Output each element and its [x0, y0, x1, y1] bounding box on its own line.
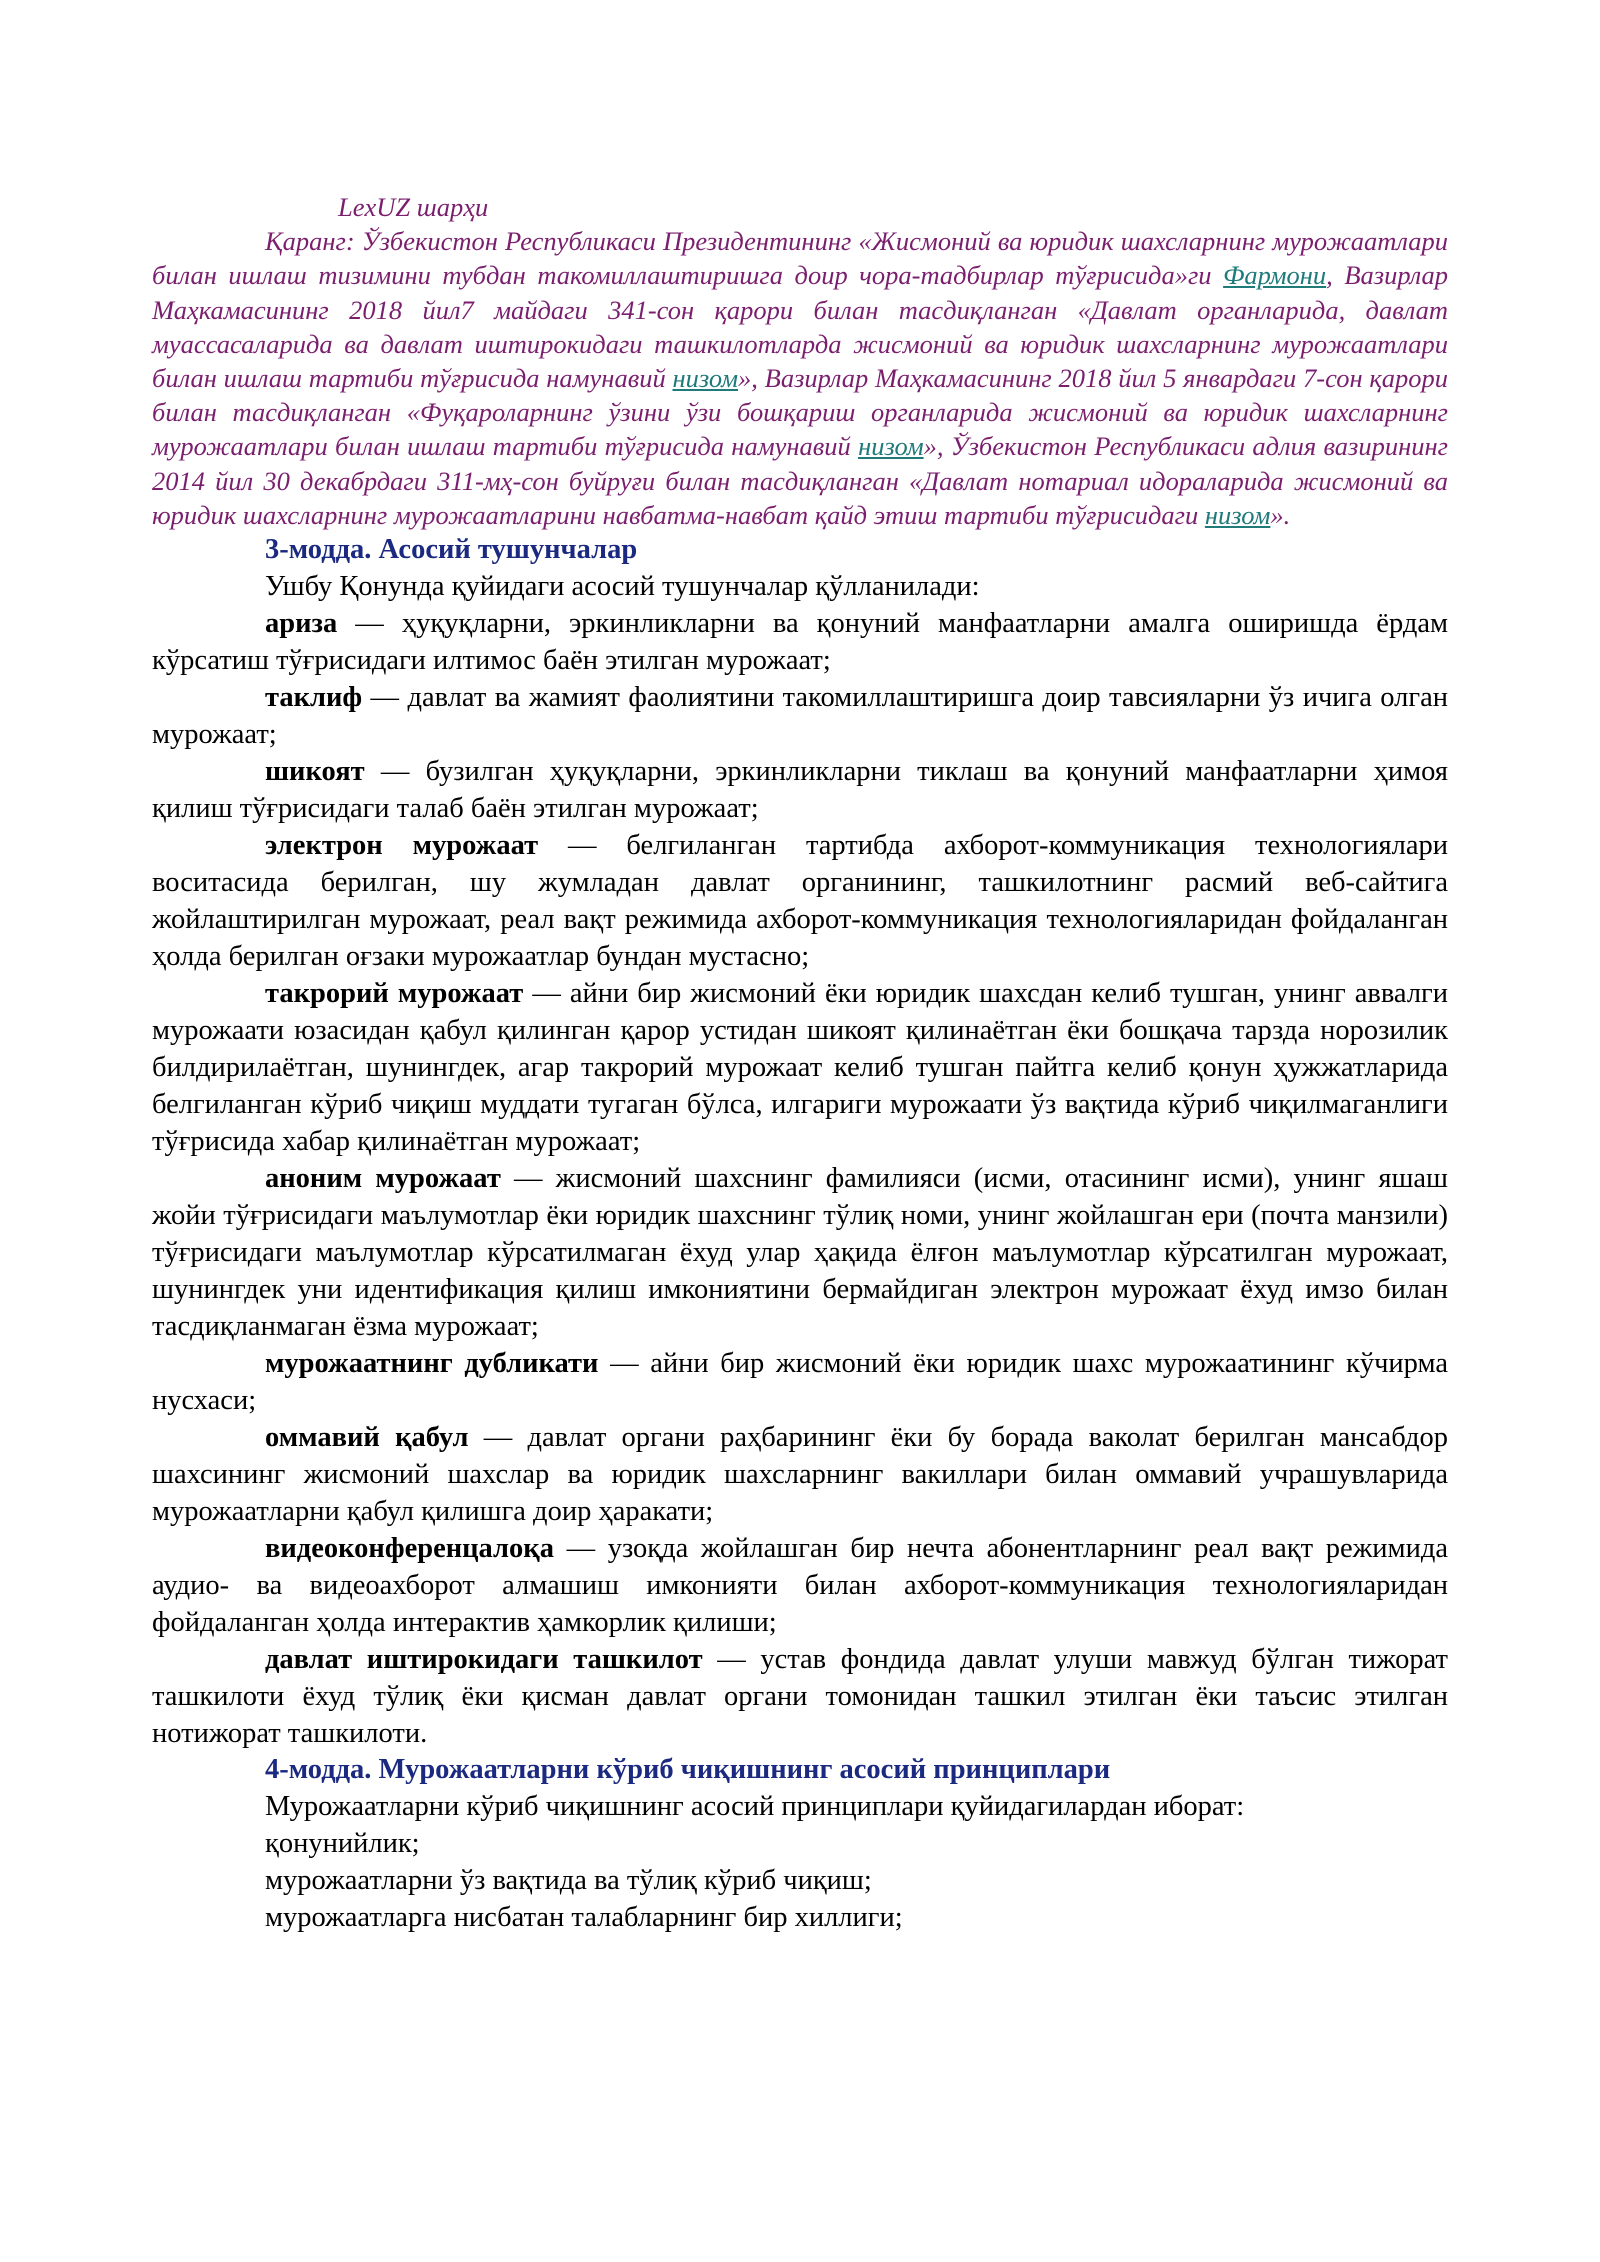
article-3-title: 3-модда. Асосий тушунчалар: [265, 534, 638, 566]
definition-term: электрон мурожаат: [265, 830, 539, 862]
decree-link[interactable]: Фармони: [1223, 260, 1327, 291]
definition-item: мурожаатнинг дубликати — айни бир жисмоний ёки юридик шахс мурожаатининг кўчирма нусхаси;: [152, 1348, 1448, 1417]
definition-term: ариза: [265, 608, 338, 640]
definition-item: электрон мурожаат — белгиланган тартибда ахборот-коммуникация технологиялари воситасида берилган, шу жумладан давлат органининг, ташкилотнинг расмий веб-сайтига жойлаштирилган мурожаат, реал вақт режимида ахборот-коммуникация технологияларидан фойдаланган ҳолда берилган оғзаки мурожаатлар бундан мустасно;: [152, 830, 1449, 973]
definition-term: мурожаатнинг дубликати: [265, 1348, 599, 1380]
definition-term: такрорий мурожаат: [265, 978, 524, 1010]
definition-item: давлат иштирокидаги ташкилот — устав фондида давлат улуши мавжуд бўлган тижорат ташкилоти ёхуд тўлиқ ёки қисман давлат органи томонидан ташкил этилган ёки таъсис этилган нотижорат ташкилоти.: [152, 1644, 1448, 1750]
article-4-intro: Мурожаатларни кўриб чиқишнинг асосий принциплари қуйидагилардан иборат:: [265, 1791, 1245, 1823]
commentary-text: Қаранг: Ўзбекистон Республикаси Президентининг «Жисмоний ва юридик шахсларнинг мурожаатлари билан ишлаш тизимини тубдан такомиллаштиришга доир чора-тадбирлар тўғрисида»ги Фармони, Вазирлар Маҳкамасининг 2018 йил7 майдаги 341-сон қарори билан тасдиқланган «Давлат органларида, давлат муассасаларида ва давлат иштирокидаги ташкилотларда жисмоний ва юридик шахсларнинг мурожаатлари билан ишлаш тартиби тўғрисида намунавий низом», Вазирлар Маҳкамасининг 2018 йил 5 январдаги 7-сон қарори билан тасдиқланган «Фуқароларнинг ўзини ўзи бошқариш органларида жисмоний ва юридик шахсларнинг мурожаатлари билан ишлаш тартиби тўғрисида намунавий низом», Ўзбекистон Республикаси адлия вазирининг 2014 йил 30 декабрдаги 311-мҳ-сон буйруғи билан тасдиқланган «Давлат нотариал идораларида жисмоний ва юридик шахсларнинг мурожаатларини навбатма-навбат қайд этиш тартиби тўғрисидаги низом».: [152, 226, 1448, 530]
definition-item: аноним мурожаат — жисмоний шахснинг фамилияси (исми, отасининг исми), унинг яшаш жойи тўғрисидаги маълумотлар ёки юридик шахснинг тўлиқ номи, унинг жойлашган ери (почта манзили) тўғрисидаги маълумотлар кўрсатилмаган ёхуд улар ҳақида ёлғон маълумотлар кўрсатилган мурожаат, шунингдек уни идентификация қилиш имкониятини бермайдиган электрон мурожаат ёхуд имзо билан тасдиқланмаган ёзма мурожаат;: [152, 1163, 1448, 1343]
commentary-title: LexUZ шарҳи: [338, 192, 489, 222]
document-page: [152, 190, 1448, 1936]
principle-item: мурожаатларга нисбатан талабларнинг бир хиллиги;: [265, 1902, 903, 1934]
definition-item: такрорий мурожаат — айни бир жисмоний ёки юридик шахсдан келиб тушган, унинг аввалги мурожаати юзасидан қабул қилинган қарор устидан шикоят қилинаётган ёки бошқача тарзда норозилик билдирилаётган, шунингдек, агар такрорий мурожаат келиб тушган пайтга келиб қонун ҳужжатларида белгиланган кўриб чиқиш муддати тугаган бўлса, илгариги мурожаати ўз вақтида кўриб чиқилмаганлиги тўғрисида хабар қилинаётган мурожаат;: [152, 978, 1448, 1158]
definition-term: таклиф: [265, 682, 363, 714]
definition-item: шикоят — бузилган ҳуқуқларни, эркинликларни тиклаш ва қонуний манфаатларни ҳимоя қилиш тўғрисидаги талаб баён этилган мурожаат;: [152, 756, 1448, 825]
regulation-link-2[interactable]: низом: [858, 431, 924, 462]
definition-term: давлат иштирокидаги ташкилот: [265, 1644, 703, 1676]
article-4-title: 4-модда. Мурожаатларни кўриб чиқишнинг асосий принциплари: [265, 1754, 1111, 1786]
regulation-link-1[interactable]: низом: [672, 363, 738, 394]
definition-term: видеоконференцалоқа: [265, 1533, 554, 1565]
definition-item: ариза — ҳуқуқларни, эркинликларни ва қонуний манфаатларни амалга оширишда ёрдам кўрсатиш тўғрисидаги илтимос баён этилган мурожаат;: [152, 608, 1448, 677]
principle-item: мурожаатларни ўз вақтида ва тўлиқ кўриб чиқиш;: [265, 1865, 872, 1897]
definition-item: оммавий қабул — давлат органи раҳбарининг ёки бу борада ваколат берилган мансабдор шахсининг жисмоний шахслар ва юридик шахсларнинг вакиллари билан оммавий учрашувларида мурожаатларни қабул қилишга доир ҳаракати;: [152, 1422, 1448, 1528]
definition-item: видеоконференцалоқа — узоқда жойлашган бир нечта абонентларнинг реал вақт режимида аудио- ва видеоахборот алмашиш имконияти билан ахборот-коммуникация технологияларидан фойдаланган ҳолда интерактив ҳамкорлик қилиши;: [152, 1533, 1448, 1639]
regulation-link-3[interactable]: низом: [1204, 499, 1271, 530]
article-3-intro: Ушбу Қонунда қуйидаги асосий тушунчалар қўлланилади:: [265, 571, 980, 603]
principle-item: қонунийлик;: [265, 1828, 420, 1860]
definition-term: шикоят: [265, 756, 365, 788]
lexuz-commentary: [152, 190, 1448, 532]
definition-term: оммавий қабул: [265, 1422, 469, 1454]
definition-term: аноним мурожаат: [265, 1163, 501, 1195]
definition-item: таклиф — давлат ва жамият фаолиятини такомиллаштиришга доир тавсияларни ўз ичига олган мурожаат;: [152, 682, 1448, 751]
